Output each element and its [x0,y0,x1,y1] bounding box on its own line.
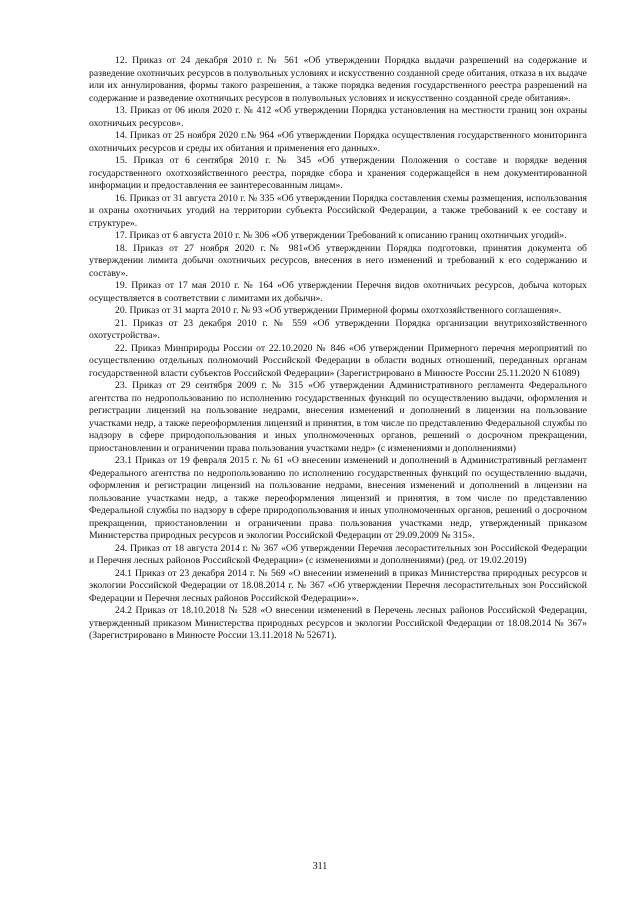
list-item: 18. Приказ от 27 ноября 2020 г.№ 981«Об утверждении Порядка подготовки, принятия документа об утверждении лимита добычи охотничьих ресурсов, внесения в него изменений и требований к его содержанию и составу». [89,242,587,279]
list-item: 21. Приказ от 23 декабря 2010 г. № 559 «Об утверждении Порядка организации внутрихозяйственного охотустройства». [89,317,587,341]
list-item: 12. Приказ от 24 декабря 2010 г. № 561 «Об утверждении Порядка выдачи разрешений на содержание и разведение охотничьих ресурсов в полувольных условиях и искусственно созданной среде обитания, отказа в их выдаче или их аннулирования, формы такого разрешения, а также порядка ведения государственного реестра разрешений на содержание и разведение охотничьих ресурсов в полувольных условиях и искусственно созданной среде обитания». [89,55,587,104]
list-item: 19. Приказ от 17 мая 2010 г. № 164 «Об утверждении Перечня видов охотничьих ресурсов, добыча которых осуществляется в соответствии с лимитами их добычи». [89,280,587,304]
list-item: 20. Приказ от 31 марта 2010 г. № 93 «Об утверждении Примерной формы охотхозяйственного соглашения». [115,305,562,316]
list-item: 15. Приказ от 6 сентября 2010 г. № 345 «Об утверждении Положения о составе и порядке ведения государственного охотхозяйственного реестра, порядке сбора и хранения содержащейся в нем документированной информации и предоставления ее заинтересованным лицам». [89,155,587,191]
document-body [89,55,587,643]
list-item: 24. Приказ от 18 августа 2014 г. № 367 «Об утверждении Перечня лесорастительных зон Российской Федерации и Перечня лесных районов Российской Федерации» (с изменениями и дополнениями) (ред. от 19.02.2019) [89,542,587,566]
list-item: 14. Приказ от 25 ноября 2020 г.№ 964 «Об утверждении Порядка осуществления государственного мониторинга охотничьих ресурсов и среды их обитания и применения его данных». [89,130,587,154]
list-item: 17. Приказ от 6 августа 2010 г. № 306 «Об утверждении Требований к описанию границ охотничьих угодий». [115,230,567,241]
list-item: 24.2 Приказ от 18.10.2018 № 528 «О внесении изменений в Перечень лесных районов Российской Федерации, утвержденный приказом Министерства природных ресурсов и экологии Российской Федерации от 18.08.2014 № 367» (Зарегистрировано в Минюсте России 13.11.2018 № 52671). [89,605,587,641]
list-item: 23. Приказ от 29 сентября 2009 г. № 315 «Об утверждении Административного регламента Федерального агентства по недропользованию по исполнению государственных функций по осуществлению выдачи, оформления и регистрации лицензий на пользование недрами, внесения изменений и дополнений в лицензии на пользование участками недр, а также переоформления лицензий и принятия, в том числе по представлению Федеральной службы по надзору в сфере природопользования и иных уполномоченных органов, решений о досрочном прекращении, приостановлении и ограничении права пользования участками недр» (с изменениями и дополнениями) [89,380,587,454]
list-item: 23.1 Приказ от 19 февраля 2015 г. № 61 «О внесении изменений и дополнений в Административный регламент Федерального агентства по недропользованию по исполнению государственных функций по осуществлению выдачи, оформления и регистрации лицензий на пользование недрами, внесения изменений и дополнений в лицензии на пользование участками недр, а также переоформления лицензий и принятия, в том числе по представлению Федеральной службы по надзору в сфере природопользования и иных уполномоченных органов, решений о досрочном прекращении, приостановлении и ограничении права пользования участками недр, утвержденный приказом Министерства природных ресурсов и экологии Российской Федерации от 29.09.2009 № 315». [89,455,587,541]
list-item: 22. Приказ Минприроды России от 22.10.2020 № 846 «Об утверждении Примерного перечня мероприятий по осуществлению отдельных полномочий Российской Федерации в области водных отношений, переданных органам государственной власти субъектов Российской Федерации» (Зарегистрировано в Минюсте России 25.11.2020 N 61089) [89,342,587,379]
list-item: 16. Приказ от 31 августа 2010 г. № 335 «Об утверждении Порядка составления схемы размещения, использования и охраны охотничьих угодий на территории субъекта Российской Федерации, а также требований к ее составу и структуре». [89,192,587,229]
list-item: 13. Приказ от 06 июля 2020 г. № 412 «Об утверждении Порядка установления на местности границ зон охраны охотничьих ресурсов». [89,105,587,129]
list-item: 24.1 Приказ от 23 декабря 2014 г. № 569 «О внесении изменений в приказ Министерства природных ресурсов и экологии Российской Федерации от 18.08.2014 г. № 367 «Об утверждении Перечня лесорастительных зон Российской Федерации и Перечня лесных районов Российской Федерации»». [89,567,587,604]
page-number: 311 [312,861,328,872]
